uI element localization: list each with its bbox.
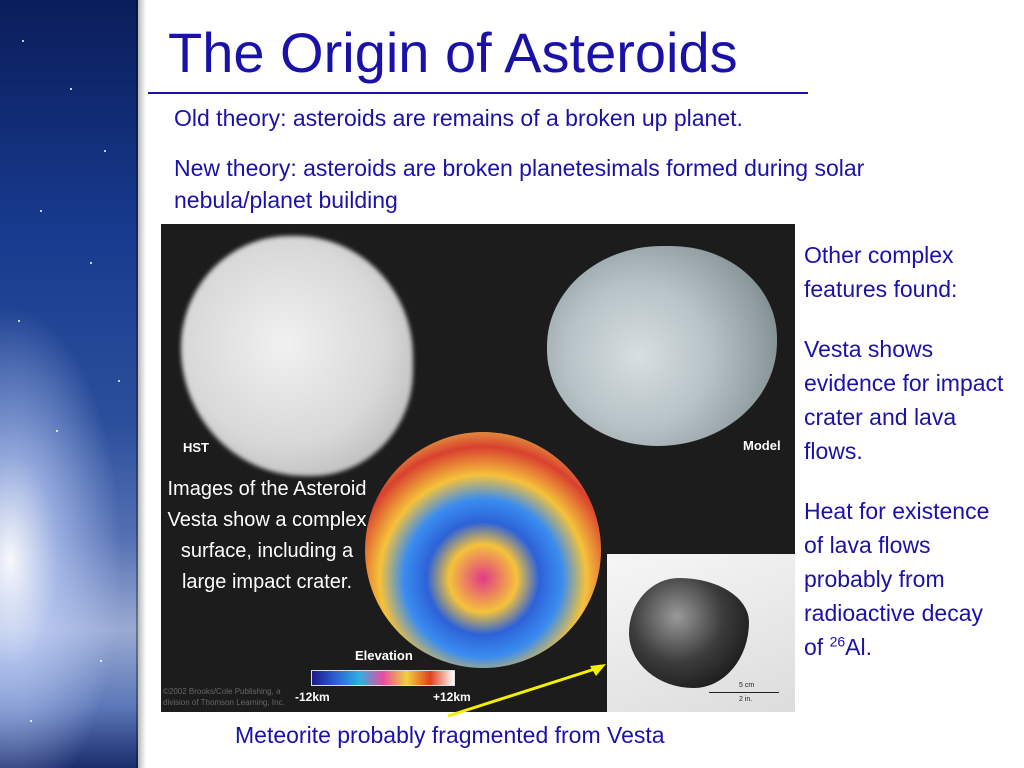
scale-max-label: +12km	[433, 690, 471, 704]
isotope-superscript: 26	[829, 633, 846, 650]
meteorite-caption: Meteorite probably fragmented from Vesta	[235, 722, 665, 748]
heat-suffix: Al.	[845, 634, 872, 660]
hst-label: HST	[183, 440, 209, 455]
model-label: Model	[743, 438, 781, 453]
title-divider	[148, 92, 808, 94]
elevation-label: Elevation	[355, 648, 413, 663]
vesta-image-panel	[161, 224, 795, 712]
slide-title: The Origin of Asteroids	[168, 21, 738, 84]
vesta-evidence-text: Vesta shows evidence for impact crater and lava flows.	[804, 336, 1004, 464]
ruler-in-label: 2 in.	[739, 696, 753, 703]
heat-source-text	[804, 494, 1004, 664]
elevation-map-image	[365, 432, 601, 668]
ruler-cm-label: 5 cm	[739, 682, 755, 689]
model-vesta-image	[547, 246, 777, 446]
meteorite-photo	[607, 554, 795, 712]
elevation-color-scale	[311, 670, 455, 686]
vesta-caption: Images of the Asteroid Vesta show a complex surface, including a large impact crater.	[167, 478, 367, 593]
arrow-icon	[440, 660, 610, 720]
new-theory-text: New theory: asteroids are broken planetesimals formed during solar nebula/planet building	[174, 155, 865, 213]
copyright-text: ©2002 Brooks/Cole Publishing, a division of Thomson Learning, Inc.	[163, 687, 285, 707]
old-theory-text: Old theory: asteroids are remains of a broken up planet.	[174, 105, 743, 131]
starfield-sidebar	[0, 0, 138, 768]
hst-vesta-image	[181, 236, 413, 476]
meteorite-rock-image	[629, 578, 749, 688]
heat-prefix: Heat for existence of lava flows probably from radioactive decay of	[804, 498, 990, 660]
ruler-line	[709, 692, 779, 693]
other-features-text: Other complex features found:	[804, 242, 958, 302]
scale-min-label: -12km	[295, 690, 330, 704]
